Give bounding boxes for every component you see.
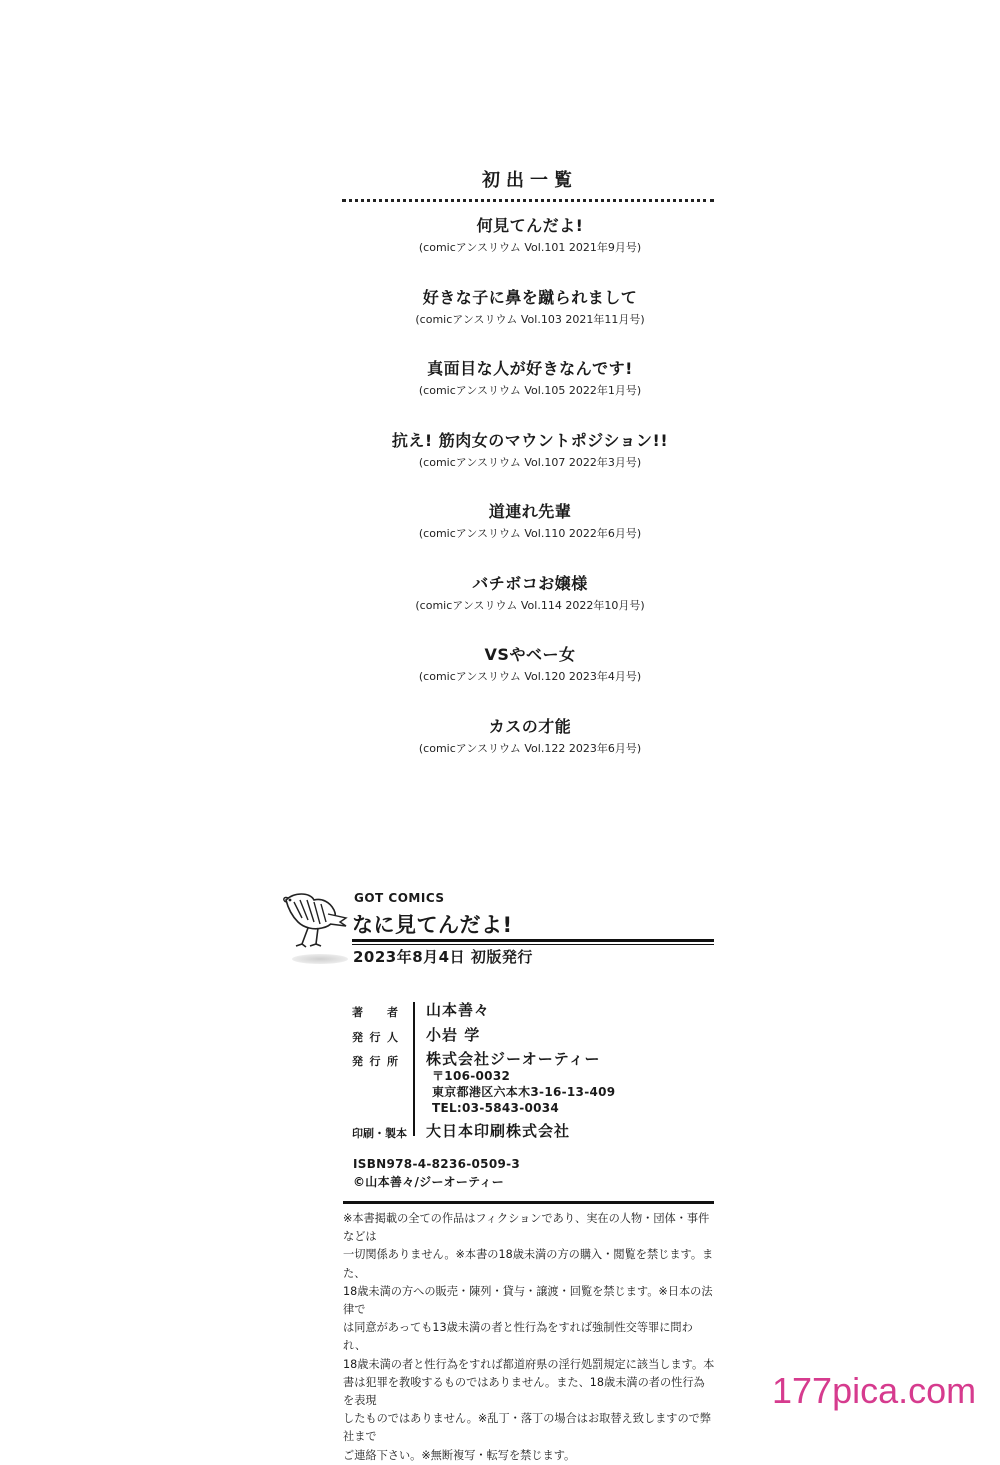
- toc-entry-title: 抗え! 筋肉女のマウントポジション!!: [391, 430, 669, 450]
- telephone: TEL:03-5843-0034: [432, 1101, 560, 1115]
- printer-name: 大日本印刷株式会社: [426, 1122, 571, 1140]
- toc-entry-source: (comicアンスリウム Vol.103 2021年11月号): [415, 312, 645, 326]
- toc-entry-title: 真面目な人が好きなんです!: [427, 359, 633, 378]
- toc-heading: 初出一覧: [482, 170, 578, 191]
- toc-entry: [330, 285, 730, 357]
- toc-entry: [330, 642, 730, 714]
- toc-entry-title: VSやベー女: [484, 645, 576, 664]
- toc-entry-source: (comicアンスリウム Vol.105 2022年1月号): [418, 384, 642, 397]
- site-watermark: 177pica.com: [772, 1370, 977, 1411]
- toc-entry-source: (comicアンスリウム Vol.120 2023年4月号): [418, 670, 642, 683]
- toc-entry-title: カスの才能: [488, 716, 572, 736]
- toc-entry-title: 道連れ先輩: [488, 502, 572, 521]
- publisher-person-label: 発 行 人: [352, 1031, 398, 1044]
- author-label: 著 者: [352, 1006, 398, 1019]
- toc-entry-source: (comicアンスリウム Vol.107 2022年3月号): [418, 455, 642, 469]
- isbn: ISBN978-4-8236-0509-3: [353, 1157, 521, 1171]
- publication-date: 2023年8月4日 初版発行: [353, 948, 533, 966]
- toc-entry-title: バチボコお嬢様: [472, 573, 588, 593]
- dotted-divider: [342, 199, 714, 202]
- publisher-label: 発 行 所: [352, 1055, 398, 1068]
- printer-label: 印刷・製本: [352, 1127, 407, 1140]
- postal-code: 〒106-0032: [432, 1069, 511, 1083]
- credits-divider: [413, 1002, 415, 1136]
- publisher-name: 株式会社ジーオーティー: [426, 1050, 601, 1068]
- toc-entry: [330, 571, 730, 643]
- toc-list: [330, 213, 730, 785]
- toc-entry: [330, 714, 730, 786]
- title-rule-thin: [352, 944, 714, 945]
- book-title: なに見てんだよ!: [352, 913, 513, 937]
- toc-entry-title: 好きな子に鼻を蹴られまして: [422, 287, 638, 307]
- toc-entry-title: 何見てんだよ!: [476, 216, 584, 235]
- title-rule-thick: [352, 939, 714, 942]
- legal-notice: ※本書掲載の全ての作品はフィクションであり、実在の人物・団体・事件などは 一切関係ありません。※本書の18歳未満の方の購入・閲覧を禁じます。また、 18歳未満の方への販売・陳列・貸与・譲渡・回覧を禁じます。※日本の法律で は同意があっても13歳未満の者と性行為をすれば強制性交等罪に問われ、 18歳未満の者と性行為をすれば都道府県の淫行処罰規定に該当します。本 書は犯罪を教唆するものではありません。また、18歳未満の者の性行為を表現 したものではありません。※乱丁・落丁の場合はお取替え致しますので弊社まで ご連絡下さい。※無断複写・転写を禁じます。: [343, 1212, 715, 1462]
- publisher-person: 小岩 学: [426, 1026, 481, 1044]
- toc-entry-source: (comicアンスリウム Vol.110 2022年6月号): [418, 527, 642, 540]
- toc-entry-source: (comicアンスリウム Vol.101 2021年9月号): [418, 241, 642, 254]
- toc-entry-source: (comicアンスリウム Vol.122 2023年6月号): [418, 741, 642, 755]
- toc-entry: [330, 428, 730, 500]
- imprint-label: GOT COMICS: [354, 891, 445, 905]
- toc-entry-source: (comicアンスリウム Vol.114 2022年10月号): [415, 598, 645, 612]
- toc-entry: [330, 213, 730, 285]
- author-name: 山本善々: [426, 1001, 491, 1019]
- copyright: ©山本善々/ジーオーティー: [353, 1175, 505, 1189]
- toc-entry: [330, 499, 730, 571]
- address: 東京都港区六本木3-16-13-409: [432, 1085, 616, 1099]
- legal-rule: [343, 1201, 714, 1204]
- toc-entry: [330, 356, 730, 428]
- bird-mascot-icon: [280, 888, 352, 950]
- mascot-shadow: [292, 954, 348, 964]
